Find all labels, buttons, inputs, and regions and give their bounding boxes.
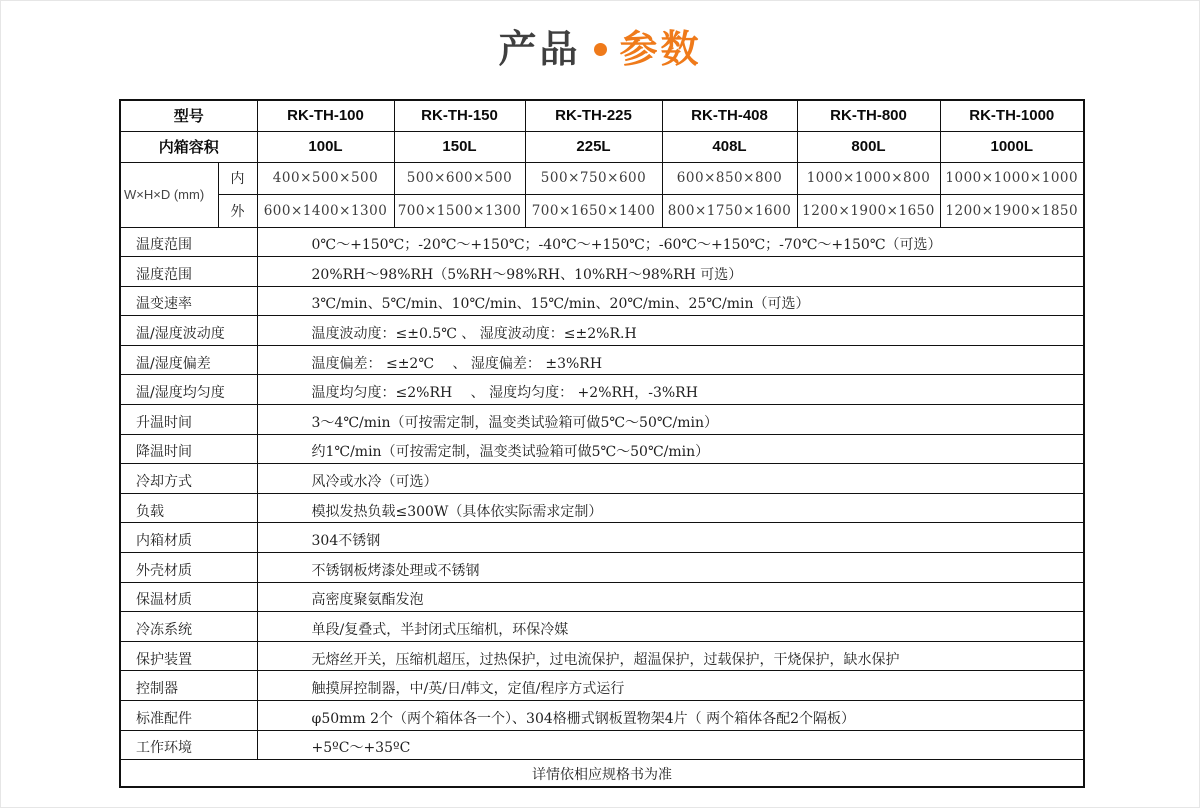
dot-icon xyxy=(594,43,607,56)
spec-row-humidity-range xyxy=(120,257,1084,287)
model-cell: RK-TH-1000 xyxy=(940,100,1084,131)
model-label-cell: 型号 xyxy=(120,100,257,131)
outer-dim-cell: 700×1500×1300 xyxy=(394,194,525,227)
spec-label: 冷冻系统 xyxy=(120,612,257,642)
outer-dim-cell: 1200×1900×1650 xyxy=(797,194,940,227)
spec-label: 温/湿度均匀度 xyxy=(120,375,257,405)
volume-cell: 1000L xyxy=(940,131,1084,162)
outer-dim-cell: 700×1650×1400 xyxy=(525,194,662,227)
spec-value: 温度均匀度：≤2%RH 、 湿度均匀度： +2%RH，-3%RH xyxy=(257,375,1084,405)
spec-value: 不锈钢板烤漆处理或不锈钢 xyxy=(257,553,1084,583)
spec-row-shell-material xyxy=(120,553,1084,583)
spec-label: 控制器 xyxy=(120,671,257,701)
spec-value: 304不锈钢 xyxy=(257,523,1084,553)
spec-label: 保温材质 xyxy=(120,582,257,612)
spec-label: 保护装置 xyxy=(120,641,257,671)
footer-note: 详情依相应规格书为准 xyxy=(120,760,1084,787)
spec-value: 高密度聚氨酯发泡 xyxy=(257,582,1084,612)
spec-value: 温度偏差： ≤±2℃ 、 湿度偏差： ±3%RH xyxy=(257,345,1084,375)
spec-value: 20%RH～98%RH（5%RH～98%RH、10%RH～98%RH 可选） xyxy=(257,257,1084,287)
spec-row-temp-change-rate xyxy=(120,286,1084,316)
spec-value: 单段/复叠式，半封闭式压缩机，环保冷媒 xyxy=(257,612,1084,642)
volume-cell: 150L xyxy=(394,131,525,162)
spec-row-working-environment xyxy=(120,730,1084,760)
spec-row-protection-devices xyxy=(120,641,1084,671)
model-cell: RK-TH-225 xyxy=(525,100,662,131)
volume-cell: 100L xyxy=(257,131,394,162)
spec-value: +5ºC～+35ºC xyxy=(257,730,1084,760)
model-cell: RK-TH-100 xyxy=(257,100,394,131)
spec-row-fluctuation xyxy=(120,316,1084,346)
spec-value: 风冷或水冷（可选） xyxy=(257,464,1084,494)
spec-value: 约1℃/min（可按需定制，温变类试验箱可做5℃～50℃/min） xyxy=(257,434,1084,464)
spec-value: 3℃/min、5℃/min、10℃/min、15℃/min、20℃/min、25℃/min（可选） xyxy=(257,286,1084,316)
spec-value: 触摸屏控制器，中/英/日/韩文，定值/程序方式运行 xyxy=(257,671,1084,701)
spec-row-temperature-range xyxy=(120,227,1084,257)
spec-label: 湿度范围 xyxy=(120,257,257,287)
spec-value: 模拟发热负载≤300W（具体依实际需求定制） xyxy=(257,493,1084,523)
volume-cell: 408L xyxy=(662,131,797,162)
outer-dim-cell: 600×1400×1300 xyxy=(257,194,394,227)
model-header-row xyxy=(120,100,1084,131)
spec-label: 工作环境 xyxy=(120,730,257,760)
page-title-part1: 产品 xyxy=(498,27,581,71)
spec-row-controller xyxy=(120,671,1084,701)
inner-sublabel-cell: 内 xyxy=(218,162,257,194)
spec-value: 温度波动度：≤±0.5℃ 、 湿度波动度：≤±2%R.H xyxy=(257,316,1084,346)
outer-sublabel-cell: 外 xyxy=(218,194,257,227)
dimensions-outer-row xyxy=(120,194,1084,227)
spec-value: φ50mm 2个（两个箱体各一个）、304格栅式钢板置物架4片（ 两个箱体各配2个隔板） xyxy=(257,701,1084,731)
page-title-part2: 参数 xyxy=(619,27,702,71)
spec-row-cooldown-time xyxy=(120,434,1084,464)
volume-cell: 225L xyxy=(525,131,662,162)
inner-dim-cell: 400×500×500 xyxy=(257,162,394,194)
spec-row-heatup-time xyxy=(120,405,1084,435)
spec-row-inner-material xyxy=(120,523,1084,553)
model-cell: RK-TH-800 xyxy=(797,100,940,131)
spec-label: 降温时间 xyxy=(120,434,257,464)
spec-label: 温度范围 xyxy=(120,227,257,257)
volume-row xyxy=(120,131,1084,162)
model-cell: RK-TH-150 xyxy=(394,100,525,131)
spec-row-insulation-material xyxy=(120,582,1084,612)
outer-dim-cell: 1200×1900×1850 xyxy=(940,194,1084,227)
spec-label: 标准配件 xyxy=(120,701,257,731)
page-title xyxy=(1,25,1199,73)
spec-label: 温/湿度波动度 xyxy=(120,316,257,346)
spec-label: 冷却方式 xyxy=(120,464,257,494)
spec-label: 负载 xyxy=(120,493,257,523)
spec-row-load xyxy=(120,493,1084,523)
outer-dim-cell: 800×1750×1600 xyxy=(662,194,797,227)
dimensions-label-cell: W×H×D (mm) xyxy=(120,162,218,227)
spec-label: 温/湿度偏差 xyxy=(120,345,257,375)
spec-row-standard-accessories xyxy=(120,701,1084,731)
volume-cell: 800L xyxy=(797,131,940,162)
inner-dim-cell: 1000×1000×1000 xyxy=(940,162,1084,194)
spec-label: 内箱材质 xyxy=(120,523,257,553)
spec-label: 升温时间 xyxy=(120,405,257,435)
inner-dim-cell: 500×600×500 xyxy=(394,162,525,194)
spec-row-cooling-method xyxy=(120,464,1084,494)
spec-row-uniformity xyxy=(120,375,1084,405)
spec-row-refrigeration-system xyxy=(120,612,1084,642)
inner-dim-cell: 1000×1000×800 xyxy=(797,162,940,194)
spec-row-deviation xyxy=(120,345,1084,375)
model-cell: RK-TH-408 xyxy=(662,100,797,131)
spec-value: 3～4℃/min（可按需定制，温变类试验箱可做5℃～50℃/min） xyxy=(257,405,1084,435)
dimensions-inner-row xyxy=(120,162,1084,194)
inner-dim-cell: 500×750×600 xyxy=(525,162,662,194)
volume-label-cell: 内箱容积 xyxy=(120,131,257,162)
spec-value: 无熔丝开关，压缩机超压，过热保护，过电流保护，超温保护，过载保护，干烧保护，缺水保护 xyxy=(257,641,1084,671)
inner-dim-cell: 600×850×800 xyxy=(662,162,797,194)
spec-value: 0℃～+150℃；-20℃～+150℃；-40℃～+150℃；-60℃～+150℃；-70℃～+150℃（可选） xyxy=(257,227,1084,257)
table-footer-row xyxy=(120,760,1084,787)
spec-table xyxy=(119,99,1085,788)
spec-label: 温变速率 xyxy=(120,286,257,316)
spec-label: 外壳材质 xyxy=(120,553,257,583)
